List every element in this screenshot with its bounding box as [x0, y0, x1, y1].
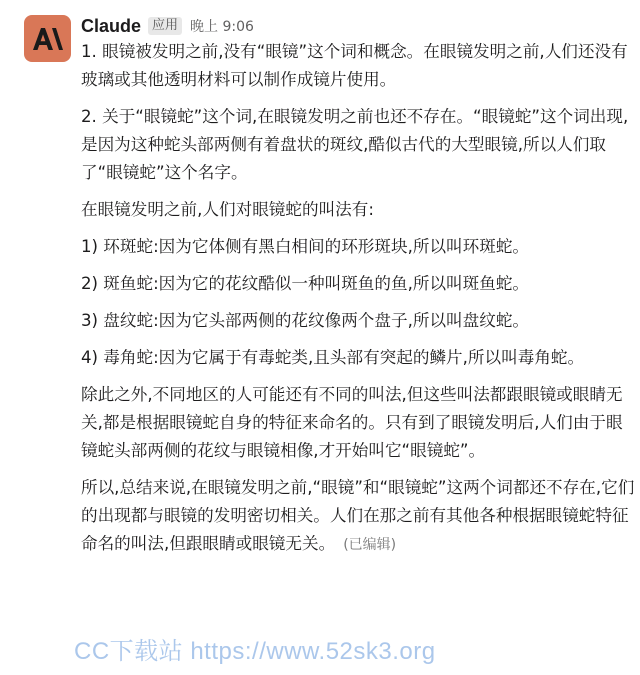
message-paragraph-last: [81, 474, 635, 559]
message-paragraph: 2) 斑鱼蛇:因为它的花纹酷似一种叫斑鱼的鱼,所以叫斑鱼蛇。: [81, 274, 530, 293]
message-header: [81, 13, 254, 39]
avatar[interactable]: [24, 15, 71, 62]
message-paragraph: 4) 毒角蛇:因为它属于有毒蛇类,且头部有突起的鳞片,所以叫毒角蛇。: [81, 348, 585, 367]
message-paragraph: 1. 眼镜被发明之前,没有“眼镜”这个词和概念。在眼镜发明之前,人们还没有玻璃或其他透明材料可以制作成镜片使用。: [81, 42, 628, 89]
message-body: [81, 38, 635, 568]
message-paragraph-text: 所以,总结来说,在眼镜发明之前,“眼镜”和“眼镜蛇”这两个词都还不存在,它们的出现都与眼镜的发明密切相关。人们在那之前有其他各种根据眼镜蛇特征命名的叫法,但跟眼睛或眼镜无关。: [81, 478, 635, 553]
message-paragraph: 3) 盘纹蛇:因为它头部两侧的花纹像两个盘子,所以叫盘纹蛇。: [81, 311, 530, 330]
edited-label: (已编辑): [343, 537, 397, 553]
watermark: CC下载站 https://www.52sk3.org: [74, 638, 436, 665]
app-badge: 应用: [148, 17, 182, 35]
timestamp[interactable]: 晚上 9:06: [190, 19, 254, 35]
anthropic-logo-icon: [33, 28, 63, 50]
message-paragraph: 在眼镜发明之前,人们对眼镜蛇的叫法有:: [81, 200, 374, 219]
message-paragraph: 除此之外,不同地区的人可能还有不同的叫法,但这些叫法都跟眼镜或眼睛无关,都是根据眼镜蛇自身的特征来命名的。只有到了眼镜发明后,人们由于眼镜蛇头部两侧的花纹与眼镜相像,才开始叫它“眼镜蛇”。: [81, 385, 623, 460]
sender-name[interactable]: Claude: [81, 15, 142, 36]
message-paragraph: 2. 关于“眼镜蛇”这个词,在眼镜发明之前也还不存在。“眼镜蛇”这个词出现,是因为这种蛇头部两侧有着盘状的斑纹,酷似古代的大型眼镜,所以人们取了“眼镜蛇”这个名字。: [81, 107, 629, 182]
message-paragraph: 1) 环斑蛇:因为它体侧有黑白相间的环形斑块,所以叫环斑蛇。: [81, 237, 530, 256]
